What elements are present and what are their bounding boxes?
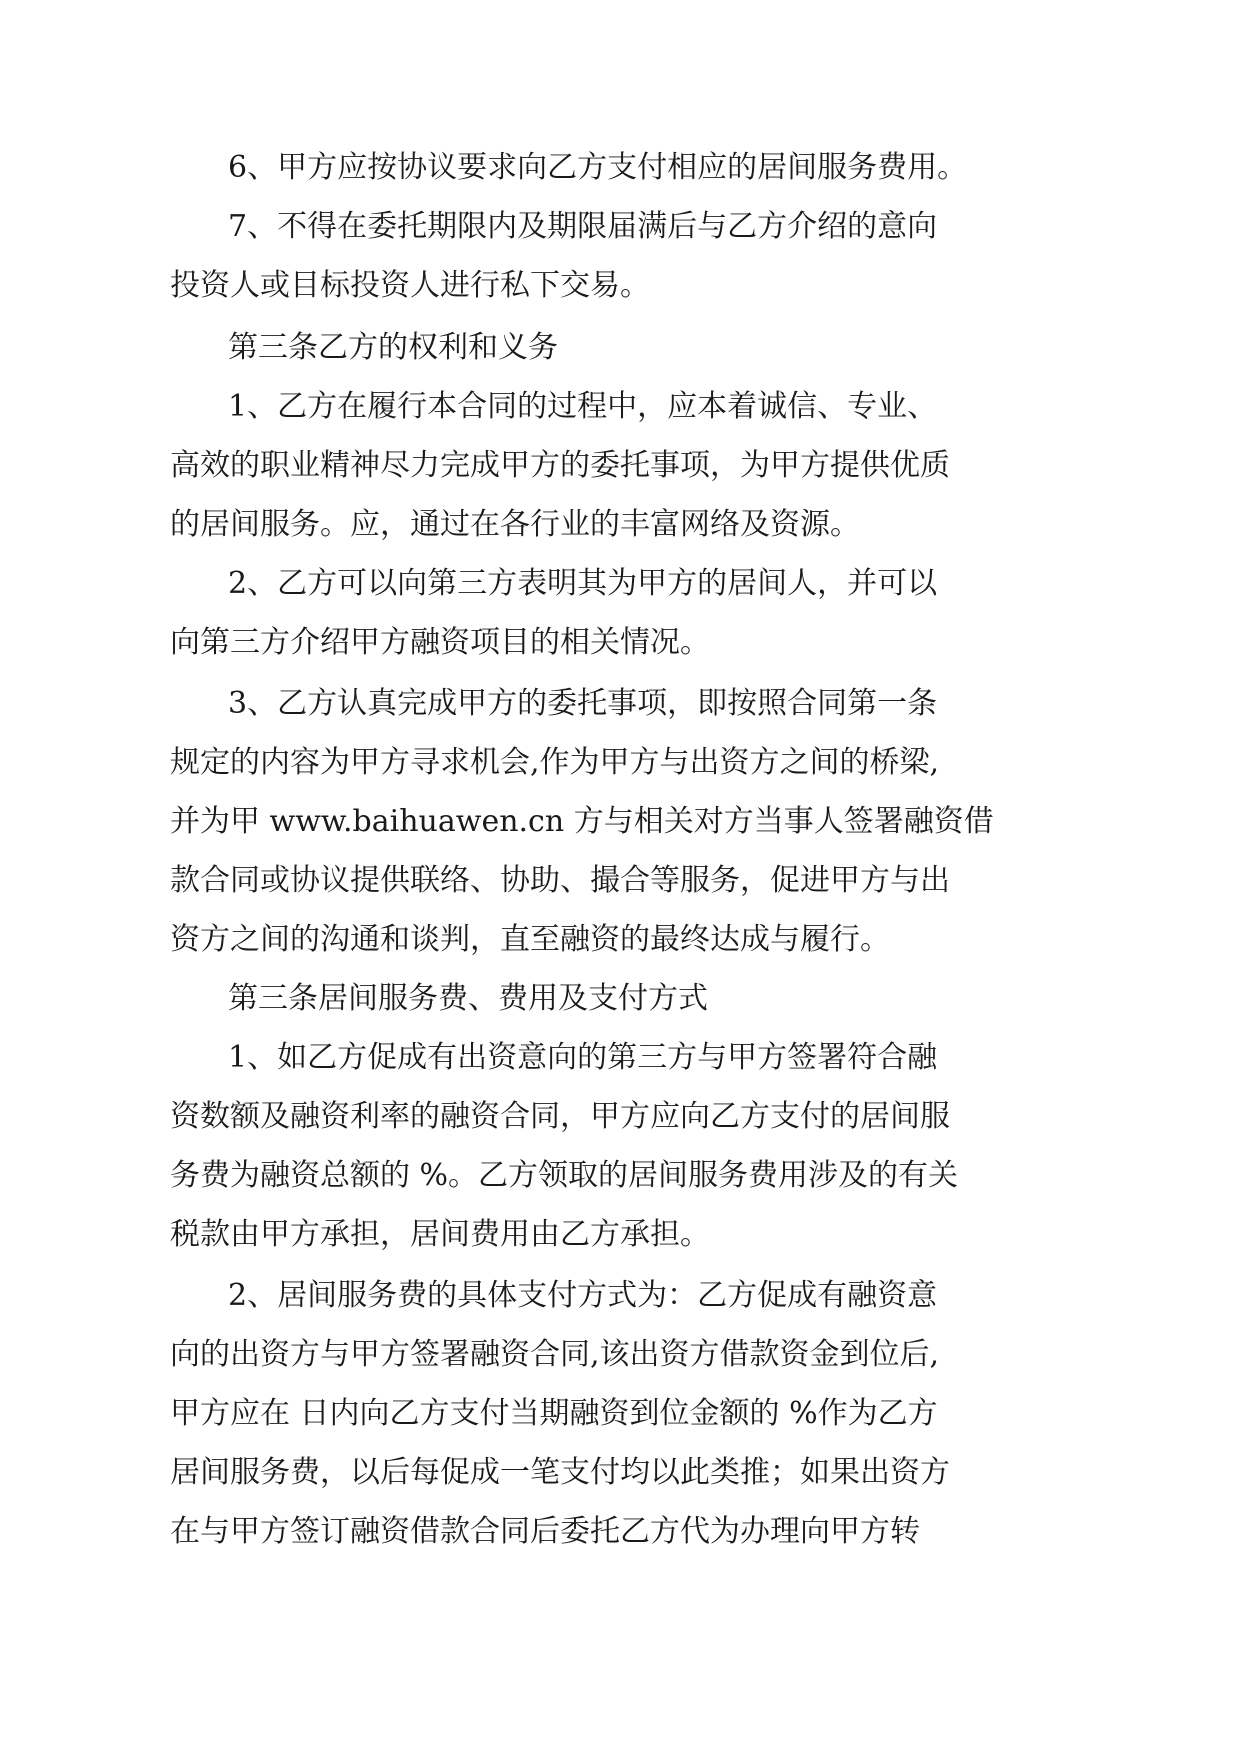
body-line-9: 向第三方介绍甲方融资项目的相关情况。 [170, 625, 710, 660]
body-line-11: 规定的内容为甲方寻求机会,作为甲方与出资方之间的桥梁, [170, 745, 940, 780]
body-line-20: 2、居间服务费的具体支付方式为：乙方促成有融资意 [228, 1278, 938, 1313]
body-line-8: 2、乙方可以向第三方表明其为甲方的居间人，并可以 [228, 566, 938, 601]
body-line-2: 7、不得在委托期限内及期限届满后与乙方介绍的意向 [228, 209, 938, 244]
body-line-14: 资方之间的沟通和谈判，直至融资的最终达成与履行。 [170, 922, 890, 957]
body-line-21: 向的出资方与甲方签署融资合同,该出资方借款资金到位后, [170, 1337, 940, 1372]
section-heading-party-b-rights: 第三条乙方的权利和义务 [228, 330, 558, 365]
section-heading-service-fee: 第三条居间服务费、费用及支付方式 [228, 981, 708, 1016]
body-line-6: 高效的职业精神尽力完成甲方的委托事项，为甲方提供优质 [170, 448, 950, 483]
body-line-22: 甲方应在 日内向乙方支付当期融资到位金额的 %作为乙方 [170, 1396, 938, 1431]
body-line-5: 1、乙方在履行本合同的过程中，应本着诚信、专业、 [228, 389, 938, 424]
body-line-7: 的居间服务。应，通过在各行业的丰富网络及资源。 [170, 507, 860, 542]
body-line-10: 3、乙方认真完成甲方的委托事项，即按照合同第一条 [228, 686, 938, 721]
body-line-23: 居间服务费，以后每促成一笔支付均以此类推；如果出资方 [170, 1455, 950, 1490]
body-line-3: 投资人或目标投资人进行私下交易。 [170, 268, 650, 303]
body-line-12: 并为甲 www.baihuawen.cn 方与相关对方当事人签署融资借 [170, 804, 994, 839]
body-line-24: 在与甲方签订融资借款合同后委托乙方代为办理向甲方转 [170, 1514, 920, 1549]
body-line-19: 税款由甲方承担，居间费用由乙方承担。 [170, 1217, 710, 1252]
body-line-1: 6、甲方应按协议要求向乙方支付相应的居间服务费用。 [228, 150, 968, 185]
body-line-17: 资数额及融资利率的融资合同，甲方应向乙方支付的居间服 [170, 1099, 950, 1134]
body-line-18: 务费为融资总额的 %。乙方领取的居间服务费用涉及的有关 [170, 1158, 959, 1193]
body-line-13: 款合同或协议提供联络、协助、撮合等服务，促进甲方与出 [170, 863, 950, 898]
body-line-16: 1、如乙方促成有出资意向的第三方与甲方签署符合融 [228, 1040, 938, 1075]
